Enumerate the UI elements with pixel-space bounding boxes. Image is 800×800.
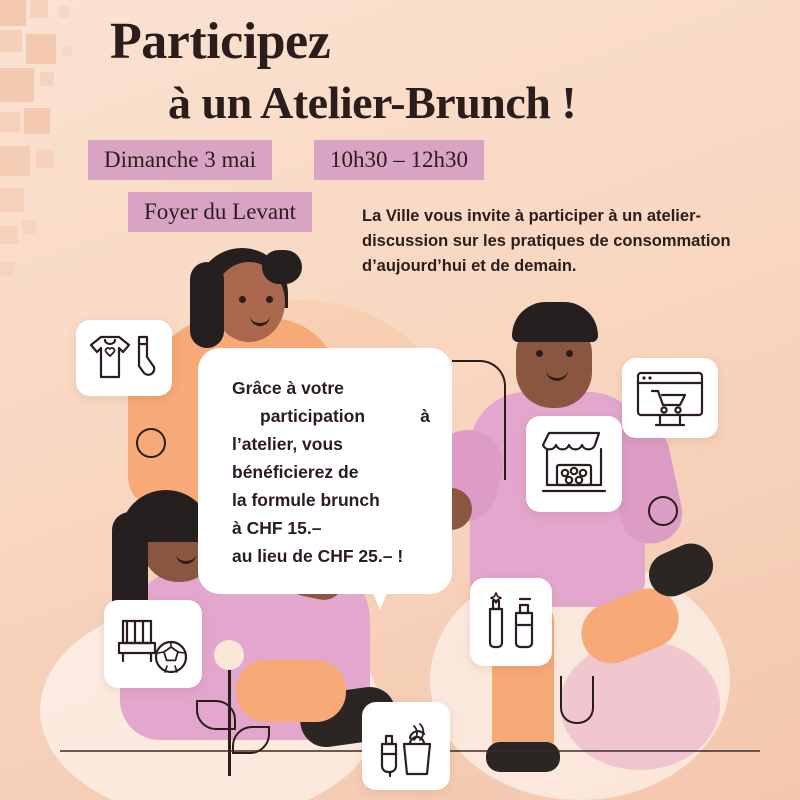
- bubble-line-6: à CHF 15.–: [232, 518, 322, 538]
- person-left-eye-right: [266, 296, 273, 303]
- headline-line-1: Participez: [110, 13, 331, 70]
- person-right-shoe-left: [486, 742, 560, 772]
- decor-ring-right: [648, 496, 678, 526]
- armchair-football-icon-card: [104, 600, 202, 688]
- cleaning-products-icon: [478, 587, 544, 657]
- headline-line-2: à un Atelier-Brunch !: [168, 77, 577, 128]
- computer-shopping-cart-icon-card: [622, 358, 718, 438]
- person-seated-eye-left: [166, 532, 173, 539]
- bubble-line-5: la formule brunch: [232, 490, 380, 510]
- decor-ring-left: [136, 428, 166, 458]
- market-stall-icon: [535, 425, 613, 503]
- decor-curve: [560, 676, 594, 724]
- groceries-bag-icon-card: [362, 702, 450, 790]
- groceries-bag-icon: [370, 710, 442, 782]
- person-left-eye-left: [239, 296, 246, 303]
- cleaning-products-icon-card: [470, 578, 552, 666]
- bubble-line-2-row: [232, 402, 430, 430]
- tshirt-socks-icon: [85, 331, 163, 385]
- armchair-football-icon: [113, 609, 193, 679]
- bubble-line-4: bénéficierez de: [232, 462, 359, 482]
- person-right-eye-right: [566, 350, 573, 357]
- bubble-line-2b: à: [420, 406, 430, 426]
- tshirt-socks-icon-card: [76, 320, 172, 396]
- speech-bubble-connector: [452, 360, 506, 480]
- person-left-hair-side: [190, 262, 224, 348]
- person-seated-leg: [236, 660, 346, 722]
- speech-bubble: [198, 348, 452, 594]
- bubble-line-7: au lieu de CHF 25.– !: [232, 546, 404, 566]
- page-title: [110, 10, 750, 132]
- market-stall-icon-card: [526, 416, 622, 512]
- bubble-line-2: participation: [260, 406, 366, 426]
- person-right-eye-left: [536, 350, 543, 357]
- event-time-chip: 10h30 – 12h30: [314, 140, 484, 180]
- event-place-chip: Foyer du Levant: [128, 192, 312, 232]
- person-left-hair-bun: [262, 250, 302, 284]
- bubble-line-3: l’atelier, vous: [232, 434, 343, 454]
- plant-flower: [214, 640, 244, 670]
- bubble-line-1: Grâce à votre: [232, 378, 344, 398]
- computer-shopping-cart-icon: [632, 367, 708, 429]
- intro-paragraph: La Ville vous invite à participer à un atelier-discussion sur les pratiques de consommation d’aujourd’hui et de demain.: [362, 207, 731, 275]
- event-date-chip: Dimanche 3 mai: [88, 140, 272, 180]
